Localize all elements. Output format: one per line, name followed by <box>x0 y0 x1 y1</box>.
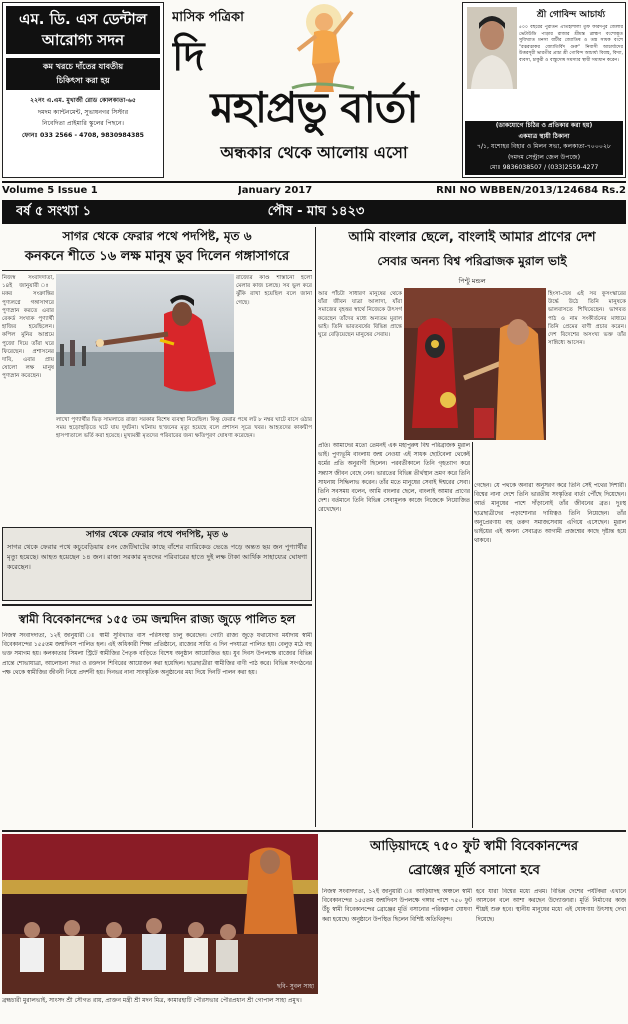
story4-body-b: হবে যারা বিশ্বের মধ্যে প্রথম। বিভিন্ন দেশের পর্যটকরা এখানে আসবেন বলে আশা করছেন উদ্যোক্তারা। মূর্তি নির্মাণের কাজ শীঘ্রই শুরু হবে। স্থানীয় মানুষের মধ্যে এই ঘোষণায় উৎসাহ দেখা দিয়েছে। <box>476 889 626 923</box>
story3-byline: পিন্টু মন্ডল <box>458 277 486 285</box>
year-bar-left: বর্ষ ৫ সংখ্যা ১ <box>16 204 92 219</box>
story1-headline: কনকনে শীতে ১৬ লক্ষ মানুষ ডুব দিলেন গঙ্গাসাগরে <box>24 249 290 264</box>
story1-box-body: সাগর থেকে ফেরার পথে কচুবেড়িয়ায় ৫নং জেটিঘাটের কাছে বাঁশের ব্যারিকেড ভেঙে পড়ে অন্তত ছয় জন পুণ্যার্থীর মৃত্যু হয়েছে। আহত হয়েছেন ১৪ জন। রাজ্য সরকার মৃতদের পরিবারের হাতে দুই লক্ষ টাকা আর্থিক সাহায্যের ঘোষণা করেছেন। <box>7 543 307 571</box>
story3-headline1: আমি বাংলার ছেলে, বাংলাই আমার প্রাণের দেশ <box>348 230 596 245</box>
vivekananda-event-photo <box>2 834 318 994</box>
story1-body-c: লাখো পুণ্যার্থীর ভিড় সামলাতে রাজ্য সরকার বিশেষ ব্যবস্থা নিয়েছিল। কিন্তু ফেরার পথে লট ৮ নম্বর ঘাটে বাসে ওঠার সময় হুড়োহুড়িতে ঘটে যায় দুর্ঘটনা। ঘটনায় ছ'জনের মৃত্যু হয়েছে বলে প্রশাসন সূত্রে খবর। আহতদের কাকদ্বীপ হাসপাতালে ভর্তি করা হয়েছে। মুখ্যমন্ত্রী মৃতদের পরিবারের জন্য ক্ষতিপূরণ ঘোষণা করেছেন। <box>56 417 312 440</box>
masthead <box>166 2 460 178</box>
year-bar-center: পৌষ - মাঘ ১৪২৩ <box>267 204 365 219</box>
story3-body-a: আর পাঁচটা সাধারণ মানুষের থেকে যাঁরা জীবন যাত্রা আলাদা, যাঁরা সমাজের বৃহত্তর স্বার্থে নিজেকে উৎসর্গ করেছেন তাঁদের মধ্যে অন্যতম মুরাল ভাই। তিনি ভারতবর্ষের বিভিন্ন প্রান্তে ঘুরে বেড়িয়েছেন মানুষের সেবায়। <box>318 291 402 339</box>
issue-bar <box>2 181 626 199</box>
astrologer-blurb-cont <box>467 91 623 121</box>
masthead-di: দি <box>172 34 205 80</box>
ad-dental-title-line2: আরোগ্য সদন <box>41 31 125 49</box>
ad-dental-title-line1: এম. ডি. এস ডেন্টাল <box>19 10 147 28</box>
astrologer-contact-line1: (ডাকযোগে চিঠির ও প্রতিকার করা হয়) <box>495 122 593 129</box>
ad-dental-phone: ফোনঃ 033 2566 - 4708, 9830984385 <box>22 131 144 139</box>
ad-dental-tagline-box <box>6 58 160 90</box>
year-bar <box>2 200 626 224</box>
mural-bhai-photo <box>404 288 546 440</box>
story4-headline2: ব্রোঞ্জের মূর্তি বসানো হবে <box>408 863 540 878</box>
story1-body-a-cont <box>2 432 54 526</box>
issue-volume: Volume 5 Issue 1 <box>2 185 98 196</box>
story3-body-b: হিংসা-দ্বেষ এই সব কুসংস্কারের উর্দ্ধে উঠে তিনি মানুষকে ভালবাসতে শিখিয়েছেন। ভাগবত পাঠ ও নাম সংকীর্তনের মাধ্যমে তিনি প্রেমের বাণী প্রচার করেন। দেশ বিদেশের অসংখ্য ভক্ত তাঁর সান্নিধ্যে আসেন। <box>548 291 626 347</box>
story1-kicker: সাগর থেকে ফেরার পথে পদপিষ্ট, মৃত ৬ <box>62 229 252 243</box>
issue-rni: RNI NO WBBEN/2013/124684 Rs.2 <box>436 185 626 196</box>
gangasagar-photo <box>56 274 234 414</box>
masthead-slogan: অন্ধকার থেকে আলোয় এসো <box>220 143 408 162</box>
ad-dental-address-line1: ২২নং এ.এম. মুখার্জী রোড কোলকাতা-৬৫ <box>30 97 136 104</box>
story3-body-c: প্রতি। আমাদের মতো তেমনই এক মহাপুরুষ বিশ্ব পরিব্রাজক মুরাল ভাই। পুণ্যভূমি বাংলায় জন্ম নেওয়া এই সাধক ছোটবেলা থেকেই ধর্মের প্রতি অনুরাগী ছিলেন। পরবর্তীকালে তিনি গৃহত্যাগ করে সন্ন্যাস জীবন বেছে নেন। ভারতের বিভিন্ন তীর্থস্থান ভ্রমণ করে তিনি সাধনায় সিদ্ধিলাভ করেন। তাঁর মতে মানুষের সেবাই ঈশ্বরের সেবা। তিনি সবসময় বলেন, আমি বাংলার ছেলে, বাংলাই আমার প্রাণের দেশ। বর্তমানে তিনি বিভিন্ন সেবামূলক কাজে নিজেকে নিয়োজিত রেখেছেন। <box>318 443 470 514</box>
ad-astrologer <box>462 2 626 178</box>
masthead-title: মহাপ্রভু বার্তা <box>210 83 418 132</box>
event-photo-credit: ছবি- সুবল সাহা <box>276 983 314 990</box>
astrologer-contact-box <box>465 121 623 175</box>
ad-dental-tagline-line2: চিকিৎসা করা হয় <box>56 76 110 85</box>
story1-body-b: রাজ্যের কাণ্ড শাস্তানো হলো মেলার কাজ চলছে। সব ভুল করে ঝুঁকি রাখা হয়েছিল বলে জানা গেছে। <box>236 275 312 306</box>
astrologer-contact-line2: একমাত্র স্থায়ী ঠিকানা <box>518 132 570 140</box>
ad-dental-address-line2: দমদম ক্যান্টনমেন্ট, সুভাষনগর সিস্টার <box>37 108 129 116</box>
astrologer-address-line2: (দমদম সেন্ট্রাল জেল উপজে) <box>508 153 580 161</box>
astrologer-photo <box>467 7 517 89</box>
story1-box-title: সাগর থেকে ফেরার পথে পদপিষ্ট, মৃত ৬ <box>86 530 228 540</box>
story1-box <box>2 527 312 601</box>
astrologer-address-line1: ৭/১, যশোহর বিহার ও মিলন সভা, কলকাতা-৭০০০২৮ <box>476 143 612 150</box>
story2-body: নিজস্ব সংবাদদাতা, ১২ই জানুয়ারী ঃ স্বামী সুবিখ্যাত বাস পরিসংস্থা চালু করেছেন। গোটা রাজ্য জুড়ে যথাযোগ্য মর্যাদায় স্বামী বিবেকানন্দের ১৫৫তম জন্মদিবস পালিত হল। এই অধিকারী শিক্ষা প্রতিষ্ঠানে, রাজ্যের সাধ্যি এ দিন পদযাত্রা পালিত হয়। বেলুড় মঠে বহু ভক্ত সমাগম হয়। কলকাতার সিমলা স্ট্রিটে স্বামীজির পৈতৃক বাড়িতে বিশেষ অনুষ্ঠান আয়োজিত হয়। যুব দিবস উপলক্ষে রাজ্যের বিভিন্ন প্রান্তে শোভাযাত্রা, আলোচনা সভা ও রক্তদান শিবিরের আয়োজন করা হয়েছিল। ছাত্রছাত্রীরা স্বামীজির বাণী পাঠ করে। বিভিন্ন সংগঠনের পক্ষ থেকে স্বামীজির জীবনী নিয়ে প্রদর্শনী হয়। দিনভর নানা সাংস্কৃতিক অনুষ্ঠানের মধ্য দিয়ে দিনটি পালন করা হয়। <box>2 633 312 676</box>
ad-dental <box>2 2 164 178</box>
astrologer-name: শ্রী গোবিন্দ আচার্য্য <box>536 10 606 20</box>
issue-date: January 2017 <box>238 185 313 196</box>
story3-body-d: গেছেন। যে পথকে অন্যরা অনুসরণ করে তিনি সেই পথের দিশারী। বিশ্বের নানা দেশে তিনি ভারতীয় সংস্কৃতির বার্তা পৌঁছে দিয়েছেন। আর্ত মানুষের পাশে দাঁড়ানোই তাঁর জীবনের ব্রত। দুঃস্থ ছাত্রছাত্রীদের পড়াশোনার দায়িত্বও তিনি নিয়েছেন। তাঁর অনুপ্রেরণায় বহু তরুণ সমাজসেবায় এগিয়ে এসেছেন। মুরাল ভাইয়ের এই অনন্য সেবাব্রত আগামী প্রজন্মের কাছে দৃষ্টান্ত হয়ে থাকবে। <box>474 483 626 545</box>
story3-headline2: সেবার অনন্য বিশ্ব পরিব্রাজক মুরাল ভাই <box>377 254 567 268</box>
astrologer-phone: মোঃ 9836038507 / (033)2559-4277 <box>489 164 599 171</box>
story2-headline: স্বামী বিবেকানন্দের ১৫৫ তম জন্মদিন রাজ্য জুড়ে পালিত হল <box>18 612 296 626</box>
story4-headline1: আড়িয়াদহে ৭৫০ ফুট স্বামী বিবেকানন্দের <box>370 839 578 854</box>
ad-dental-address <box>6 95 160 175</box>
event-photo-caption: ব্রহ্মচারী মুরালভাই, সাংসদ শ্রী সৌগত রায়, প্রাক্তন মন্ত্রী শ্রী মদন মিত্র, কামারহাটি পৌরসভার পৌরপ্রধান শ্রী গোপাল সাহা প্রমুখ। <box>2 997 302 1004</box>
astrologer-blurb: ৫০০ বছরের পুরাতন ঐতিহ্যশালী তুফ ফরিদপুর জেলার ভেটাউডি পাড়ার রাজার শ্রীমন্ত ব্রাহ্মণ বংশোদ্ভূত সুবিখ্যাত মনসা বাটীর জ্যোতিষ ও তন্ত্র সাধক বংশে "রত্নরত্নাকর জ্যোতির্বিদ গুরু" নিবাসী আচার্য্যদের উত্তরসূরী ভারতীর প্রাচ্য শ্রী গোবিন্দ আচার্য্য বিবাহ, বিদ্যা, ব্যবসা, চাকুরী ও বাস্তুদোষ সমস্যার স্থায়ী সমাধান করেন। <box>519 25 623 63</box>
ad-dental-tagline-line1: কম খরচে দাঁতের যাবতীয় <box>42 62 124 71</box>
ad-dental-title-box <box>6 6 160 54</box>
story1-body-a: নিজস্ব সংবাদদাতা, ১৪ই জানুয়ারী ঃ মকর সংক্রান্তির পুণ্যলগ্নে গঙ্গাসাগরে পুণ্যস্নান করতে এবার রেকর্ড সংখ্যক পুণ্যার্থী হাজির হয়েছিলেন। কপিল মুনির আশ্রমে পুজো দিয়ে তাঁরা ঘরে ফিরেছেন। প্রশাসনের দাবি, এবার প্রায় ষোলো লক্ষ মানুষ পুণ্যস্নান করেছেন। <box>2 275 54 380</box>
story4-body-a: নিজস্ব সংবাদদাতা, ১২ই জানুয়ারী ঃ আড়িয়াদহ অঞ্চলে স্বামী বিবেকানন্দের ১৫৫তম জন্মদিবস উপলক্ষে গঙ্গার পাশে ৭৫০ ফুট উঁচু স্বামী বিবেকানন্দের ব্রোঞ্জের মূর্তি বসানোর পরিকল্পনা ঘোষণা করা হয়েছে। অনুষ্ঠানে উপস্থিত ছিলেন বিশিষ্ট অতিথিবৃন্দ। <box>322 889 472 923</box>
ad-dental-address-line3: নিবেদিতা প্রাইমারি স্কুলের পিছনে। <box>42 120 124 127</box>
masthead-kicker: মাসিক পত্রিকা <box>172 10 244 25</box>
